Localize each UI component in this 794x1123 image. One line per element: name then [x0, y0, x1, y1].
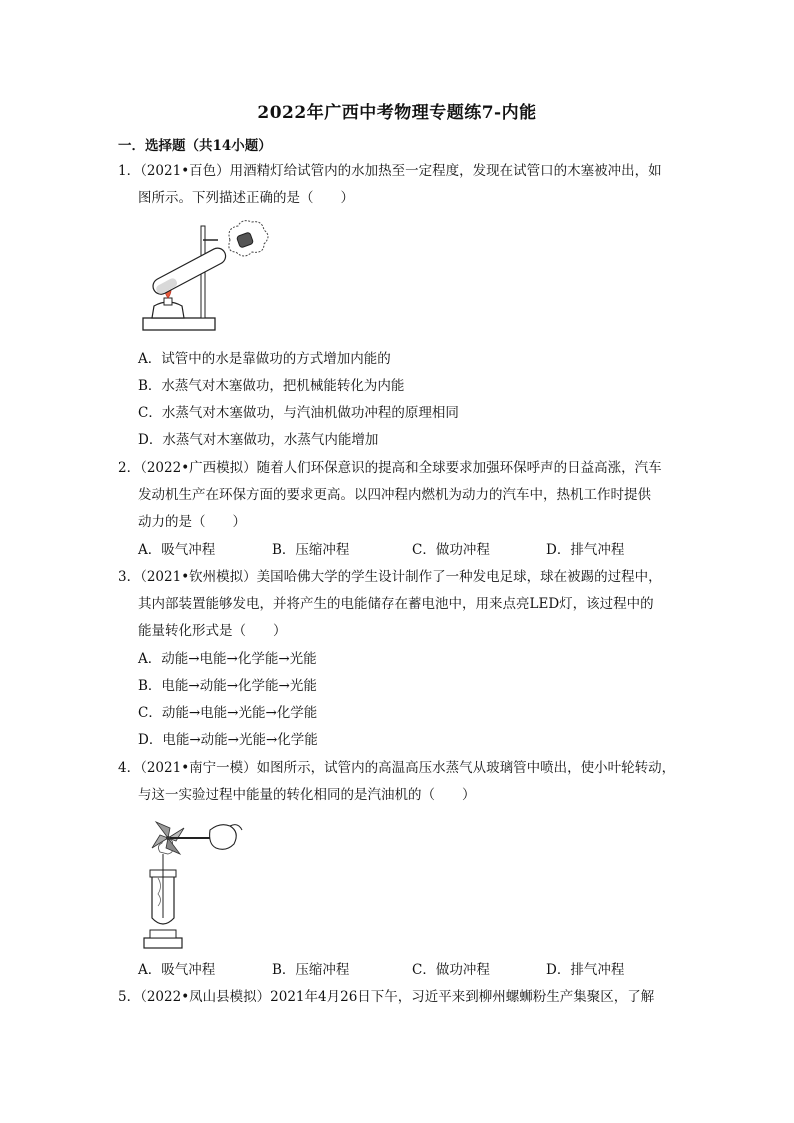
- q4-option-b: B．压缩冲程: [272, 962, 350, 978]
- q1-option-d: D．水蒸气对木塞做功，水蒸气内能增加: [138, 432, 379, 448]
- q1-test-tube-heating-figure: [138, 218, 270, 340]
- q4-option-a: A．吸气冲程: [138, 962, 216, 978]
- q3-text-line2: 其内部装置能够发电，并将产生的电能储存在蓄电池中，用来点亮LED灯，该过程中的: [138, 596, 654, 612]
- section-heading: 一．选择题（共14小题）: [118, 138, 272, 154]
- q2-text-line2: 发动机生产在环保方面的要求更高。以四冲程内燃机为动力的汽车中，热机工作时提供: [138, 487, 651, 503]
- q3-option-b: B．电能→动能→化学能→光能: [138, 678, 317, 694]
- q3-option-d: D．电能→动能→光能→化学能: [138, 732, 318, 748]
- q2-option-c: C．做功冲程: [412, 542, 490, 558]
- q3-option-c: C．动能→电能→光能→化学能: [138, 705, 318, 721]
- q2-option-d: D．排气冲程: [546, 542, 625, 558]
- q2-option-b: B．压缩冲程: [272, 542, 350, 558]
- page-title: 2022年广西中考物理专题练7-内能: [257, 103, 537, 123]
- q4-option-c: C．做功冲程: [412, 962, 490, 978]
- q4-option-d: D．排气冲程: [546, 962, 625, 978]
- q2-option-a: A．吸气冲程: [138, 542, 216, 558]
- q1-option-b: B．水蒸气对木塞做功，把机械能转化为内能: [138, 378, 405, 394]
- q3-text-line3: 能量转化形式是（ ）: [138, 623, 287, 639]
- q1-option-c: C．水蒸气对木塞做功，与汽油机做功冲程的原理相同: [138, 405, 459, 421]
- q1-text-line1: 1．（2021•百色）用酒精灯给试管内的水加热至一定程度，发现在试管口的木塞被冲出，如: [118, 163, 662, 179]
- q1-option-a: A．试管中的水是靠做功的方式增加内能的: [138, 351, 391, 367]
- q4-text-line2: 与这一实验过程中能量的转化相同的是汽油机的（ ）: [138, 787, 476, 803]
- q4-text-line1: 4．（2021•南宁一模）如图所示，试管内的高温高压水蒸气从玻璃管中喷出，使小叶轮转动，: [118, 760, 676, 776]
- q3-option-a: A．动能→电能→化学能→光能: [138, 651, 317, 667]
- q1-text-line2: 图所示。下列描述正确的是（ ）: [138, 190, 354, 206]
- q4-pinwheel-steam-figure: [138, 818, 248, 952]
- q5-text-line1: 5．（2022•凤山县模拟）2021年4月26日下午，习近平来到柳州螺蛳粉生产集聚区，了解: [118, 989, 655, 1005]
- q3-text-line1: 3．（2021•钦州模拟）美国哈佛大学的学生设计制作了一种发电足球，球在被踢的过程中，: [118, 569, 662, 585]
- q2-text-line1: 2．（2022•广西模拟）随着人们环保意识的提高和全球要求加强环保呼声的日益高涨，汽车: [118, 460, 662, 476]
- q2-text-line3: 动力的是（ ）: [138, 514, 246, 530]
